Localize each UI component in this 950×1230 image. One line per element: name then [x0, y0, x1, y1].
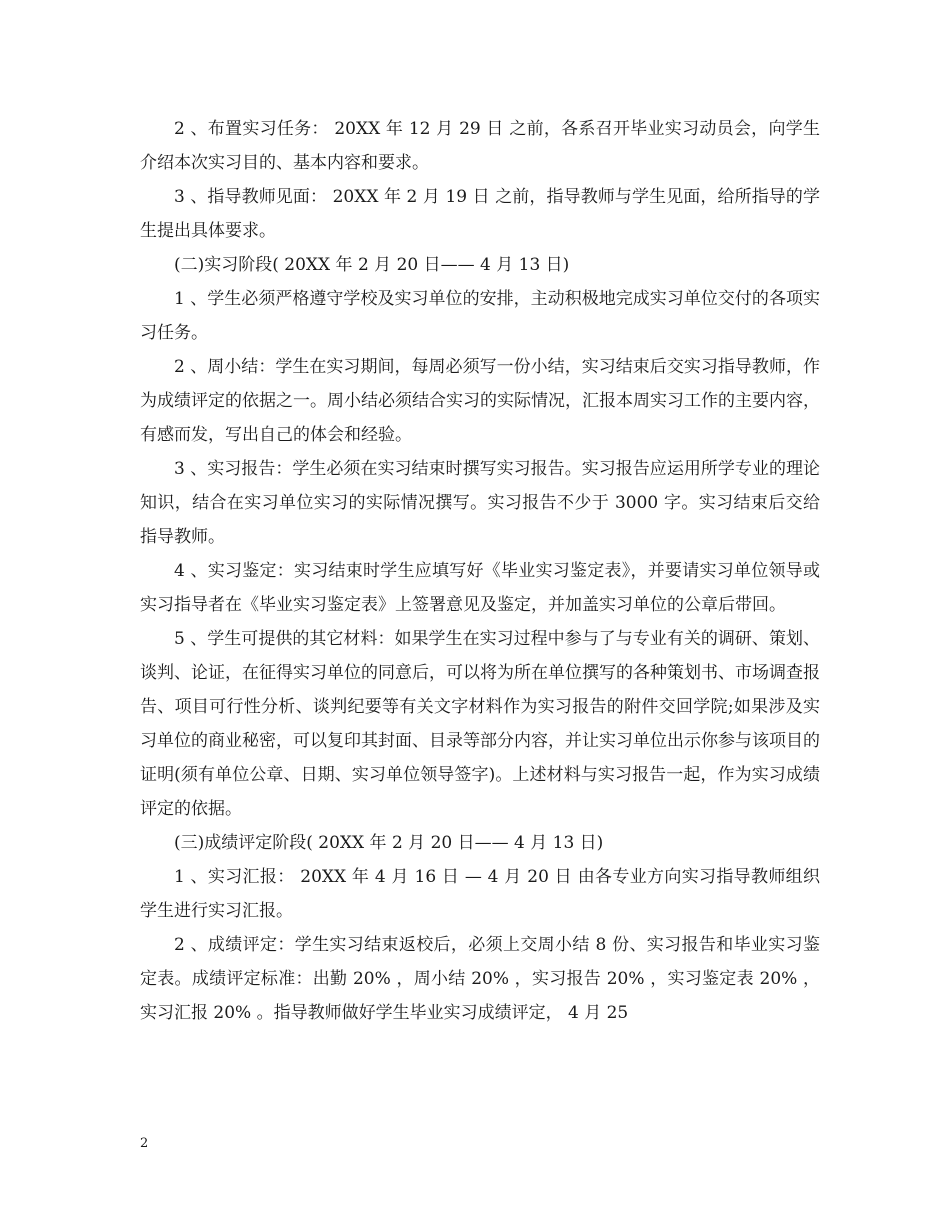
paragraph-internship-report: 3 、实习报告：学生必须在实习结束时撰写实习报告。实习报告应运用所学专业的理论知识，结合在实习单位实习的实际情况撰写。实习报告不少于 3000 字。实习结束后交给指导教师。	[140, 459, 820, 547]
paragraph-task-assignment: 2 、布置实习任务： 20XX 年 12 月 29 日 之前，各系召开毕业实习动员会，向学生介绍本次实习目的、基本内容和要求。	[140, 119, 820, 173]
paragraph-internship-presentation: 1 、实习汇报： 20XX 年 4 月 16 日 — 4 月 20 日 由各专业方向实习指导教师组织学生进行实习汇报。	[140, 867, 820, 921]
page-number: 2	[140, 1136, 149, 1151]
document-body	[140, 112, 820, 1030]
paragraph-internship-appraisal: 4 、实习鉴定：实习结束时学生应填写好《毕业实习鉴定表》，并要请实习单位领导或实习指导者在《毕业实习鉴定表》上签署意见及鉴定，并加盖实习单位的公章后带回。	[140, 561, 820, 615]
paragraph-weekly-summary: 2 、周小结：学生在实习期间，每周必须写一份小结，实习结束后交实习指导教师，作为成绩评定的依据之一。周小结必须结合实习的实际情况，汇报本周实习工作的主要内容，有感而发，写出自己的体会和经验。	[140, 357, 820, 445]
paragraph-teacher-meeting: 3 、指导教师见面： 20XX 年 2 月 19 日 之前，指导教师与学生见面，给所指导的学生提出具体要求。	[140, 187, 820, 241]
paragraph-obey-arrangements: 1 、学生必须严格遵守学校及实习单位的安排，主动积极地完成实习单位交付的各项实习任务。	[140, 289, 820, 343]
paragraph-grade-evaluation: 2 、成绩评定：学生实习结束返校后，必须上交周小结 8 份、实习报告和毕业实习鉴定表。成绩评定标准：出勤 20% ，周小结 20% ，实习报告 20% ，实习鉴定表 20% ，实习汇报 20% 。指导教师做好学生毕业实习成绩评定， 4 月 25	[140, 935, 820, 1023]
section-heading-grading-stage: (三)成绩评定阶段( 20XX 年 2 月 20 日—— 4 月 13 日)	[174, 833, 604, 853]
paragraph-other-materials: 5 、学生可提供的其它材料：如果学生在实习过程中参与了与专业有关的调研、策划、谈判、论证，在征得实习单位的同意后，可以将为所在单位撰写的各种策划书、市场调查报告、项目可行性分析、谈判纪要等有关文字材料作为实习报告的附件交回学院;如果涉及实习单位的商业秘密，可以复印其封面、目录等部分内容，并让实习单位出示你参与该项目的证明(须有单位公章、日期、实习单位领导签字)。上述材料与实习报告一起，作为实习成绩评定的依据。	[140, 629, 820, 819]
section-heading-internship-stage: (二)实习阶段( 20XX 年 2 月 20 日—— 4 月 13 日)	[174, 255, 570, 275]
